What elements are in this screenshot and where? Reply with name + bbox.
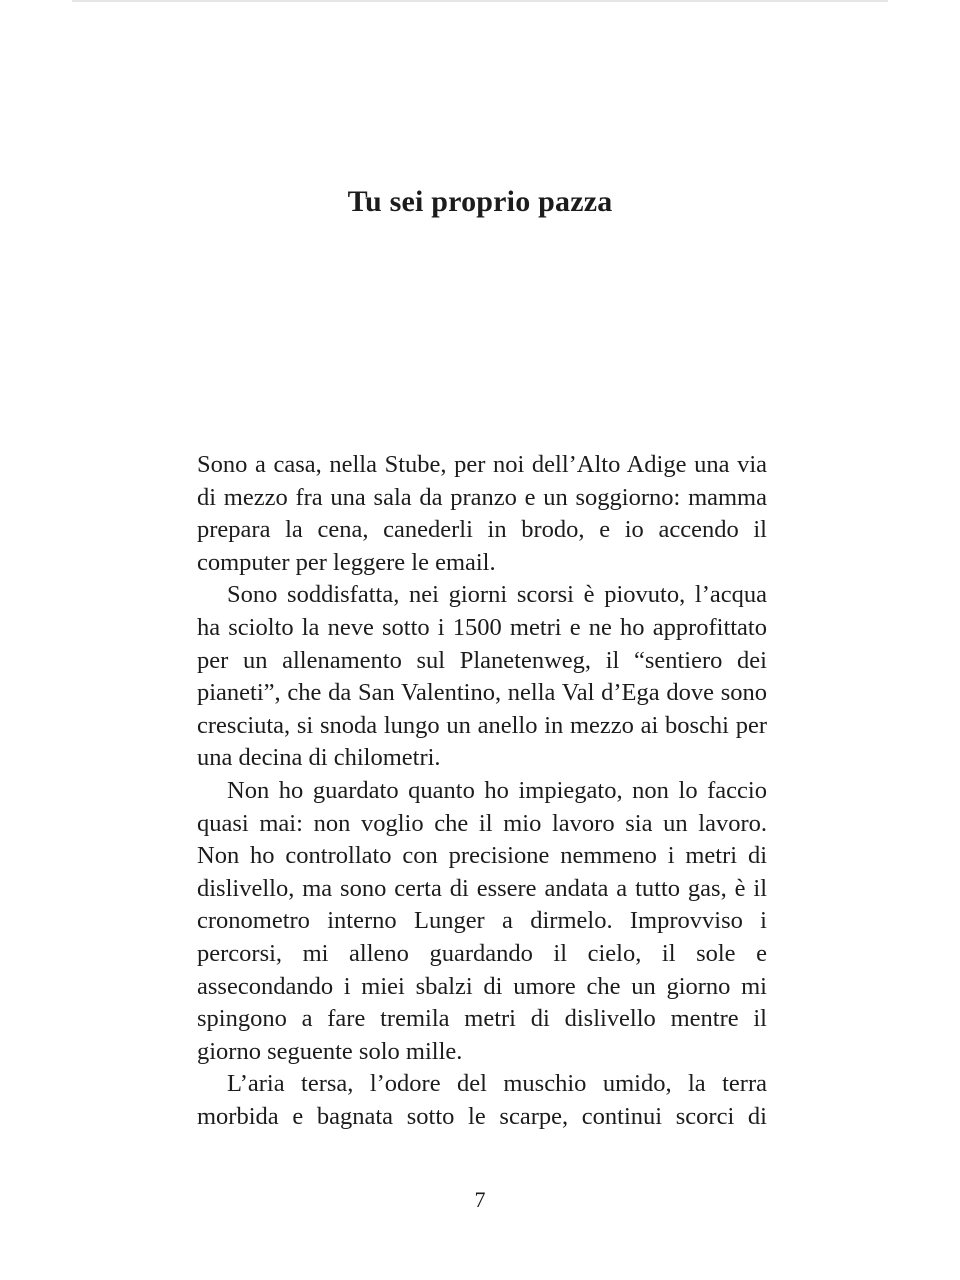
chapter-title: Tu sei proprio pazza bbox=[347, 185, 613, 219]
paragraph-3: Non ho guardato quanto ho impiegato, non lo faccio quasi mai: non voglio che il mio lavoro sia un lavoro. Non ho controllato con precisione nemmeno i metri di dislivello, ma sono certa di essere andata a tutto gas, è il cronometro interno Lunger a dirmelo. Improvviso i percorsi, mi alleno guardando il cielo, il sole e assecondando i miei sbalzi di umore che un giorno mi spingono a fare tremila metri di dislivello mentre il giorno seguente solo mille. bbox=[197, 776, 767, 1065]
body-text bbox=[197, 449, 767, 1133]
paragraph-2: Sono soddisfatta, nei giorni scorsi è piovuto, l’acqua ha sciolto la neve sotto i 1500 metri e ne ho approfittato per un allenamento sul Planetenweg, il “sentiero dei pianeti”, che da San Valentino, nella Val d’Ega dove sono cresciuta, si snoda lungo un anello in mezzo ai boschi per una decina di chilometri. bbox=[197, 581, 767, 772]
top-edge-rule bbox=[72, 0, 888, 2]
paragraph-1: Sono a casa, nella Stube, per noi dell’Alto Adige una via di mezzo fra una sala da pranzo e un soggiorno: mamma prepara la cena, canederli in brodo, e io accendo il computer per leggere le email. bbox=[197, 451, 767, 576]
paragraph-4: L’aria tersa, l’odore del muschio umido, la terra morbida e bagnata sotto le scarpe, continui scorci di bbox=[197, 1070, 767, 1130]
page-number: 7 bbox=[474, 1187, 486, 1212]
